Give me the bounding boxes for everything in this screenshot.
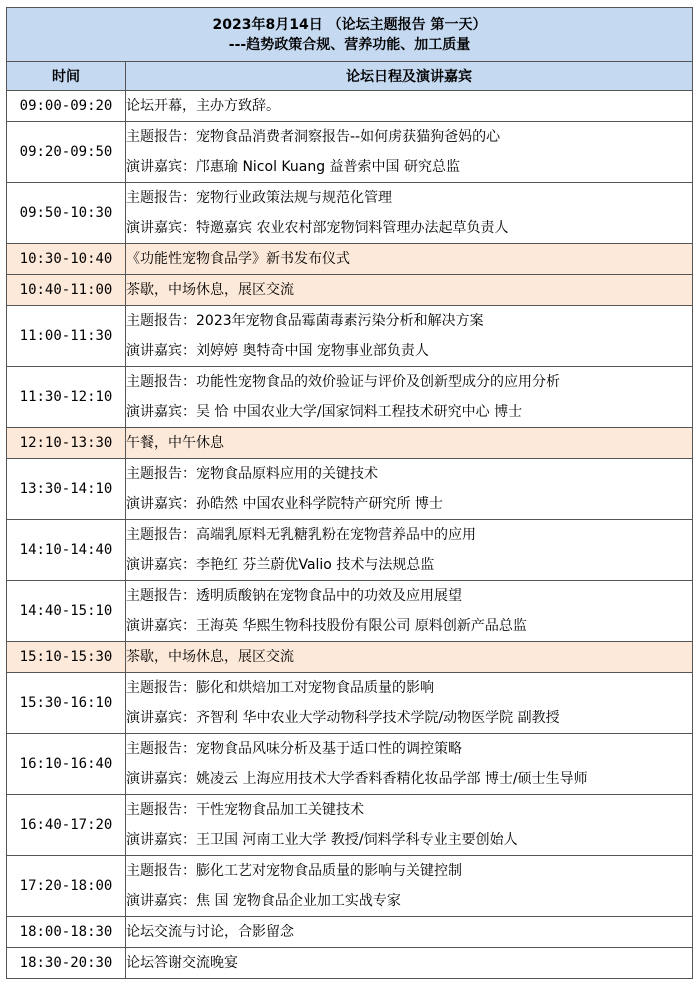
schedule-row — [7, 917, 693, 948]
time-cell: 16:40-17:20 — [7, 795, 126, 856]
agenda-cell — [126, 91, 693, 122]
schedule-title — [7, 8, 693, 62]
title-line-2: ---趋势政策合规、营养功能、加工质量 — [228, 36, 471, 53]
agenda-cell — [126, 856, 693, 917]
agenda-speaker: 演讲嘉宾：焦 国 宠物食品企业加工实战专家 — [126, 893, 401, 909]
schedule-row — [7, 428, 693, 459]
agenda-topic: 主题报告：干性宠物食品加工关键技术 — [126, 802, 364, 818]
schedule-table — [6, 7, 693, 979]
schedule-row — [7, 275, 693, 306]
time-cell: 17:20-18:00 — [7, 856, 126, 917]
agenda-cell — [126, 244, 693, 275]
agenda-column-header: 论坛日程及演讲嘉宾 — [126, 62, 693, 91]
time-column-header: 时间 — [7, 62, 126, 91]
schedule-row — [7, 520, 693, 581]
title-line-1: 2023年8月14日 （论坛主题报告 第一天） — [212, 16, 487, 33]
schedule-row — [7, 734, 693, 795]
agenda-cell — [126, 306, 693, 367]
time-cell: 13:30-14:10 — [7, 459, 126, 520]
time-cell: 09:20-09:50 — [7, 122, 126, 183]
schedule-row — [7, 795, 693, 856]
time-cell: 15:10-15:30 — [7, 642, 126, 673]
time-cell: 16:10-16:40 — [7, 734, 126, 795]
schedule-row — [7, 306, 693, 367]
agenda-cell — [126, 917, 693, 948]
agenda-topic: 茶歇，中场休息，展区交流 — [126, 649, 294, 665]
agenda-topic: 主题报告：2023年宠物食品霉菌毒素污染分析和解决方案 — [126, 313, 484, 329]
time-cell: 18:00-18:30 — [7, 917, 126, 948]
time-cell: 18:30-20:30 — [7, 948, 126, 979]
time-cell: 10:30-10:40 — [7, 244, 126, 275]
agenda-speaker: 演讲嘉宾：姚凌云 上海应用技术大学香料香精化妆品学部 博士/硕士生导师 — [126, 771, 588, 787]
time-cell: 14:10-14:40 — [7, 520, 126, 581]
time-cell: 15:30-16:10 — [7, 673, 126, 734]
time-cell: 11:00-11:30 — [7, 306, 126, 367]
schedule-row — [7, 122, 693, 183]
agenda-topic: 论坛开幕，主办方致辞。 — [126, 98, 280, 114]
agenda-topic: 《功能性宠物食品学》新书发布仪式 — [126, 251, 350, 267]
schedule-row — [7, 459, 693, 520]
agenda-cell — [126, 520, 693, 581]
agenda-speaker: 演讲嘉宾：邝惠瑜 Nicol Kuang 益普索中国 研究总监 — [126, 159, 461, 175]
title-row — [7, 8, 693, 62]
agenda-topic: 茶歇，中场休息，展区交流 — [126, 282, 294, 298]
agenda-topic: 午餐，中午休息 — [126, 435, 224, 451]
schedule-row — [7, 856, 693, 917]
time-cell: 11:30-12:10 — [7, 367, 126, 428]
schedule-row — [7, 673, 693, 734]
agenda-topic: 主题报告：宠物食品消费者洞察报告--如何虏获猫狗爸妈的心 — [126, 129, 501, 145]
agenda-speaker: 演讲嘉宾：齐智利 华中农业大学动物科学技术学院/动物医学院 副教授 — [126, 710, 560, 726]
agenda-topic: 主题报告：宠物食品风味分析及基于适口性的调控策略 — [126, 741, 462, 757]
time-cell: 14:40-15:10 — [7, 581, 126, 642]
time-cell: 12:10-13:30 — [7, 428, 126, 459]
schedule-row — [7, 244, 693, 275]
agenda-cell — [126, 673, 693, 734]
agenda-cell — [126, 122, 693, 183]
agenda-cell — [126, 795, 693, 856]
agenda-topic: 论坛交流与讨论，合影留念 — [126, 924, 294, 940]
agenda-topic: 主题报告：膨化工艺对宠物食品质量的影响与关键控制 — [126, 863, 462, 879]
agenda-speaker: 演讲嘉宾：吴 恰 中国农业大学/国家饲料工程技术研究中心 博士 — [126, 404, 523, 420]
agenda-topic: 论坛答谢交流晚宴 — [126, 955, 238, 971]
agenda-cell — [126, 581, 693, 642]
agenda-cell — [126, 367, 693, 428]
agenda-speaker: 演讲嘉宾：孙皓然 中国农业科学院特产研究所 博士 — [126, 496, 443, 512]
agenda-cell — [126, 275, 693, 306]
schedule-row — [7, 581, 693, 642]
agenda-speaker: 演讲嘉宾：李艳红 芬兰蔚优Valio 技术与法规总监 — [126, 557, 435, 573]
agenda-speaker: 演讲嘉宾：王卫国 河南工业大学 教授/饲料学科专业主要创始人 — [126, 832, 518, 848]
time-cell: 10:40-11:00 — [7, 275, 126, 306]
time-cell: 09:00-09:20 — [7, 91, 126, 122]
agenda-cell — [126, 428, 693, 459]
schedule-row — [7, 948, 693, 979]
agenda-topic: 主题报告：透明质酸钠在宠物食品中的功效及应用展望 — [126, 588, 462, 604]
schedule-row — [7, 183, 693, 244]
schedule-row — [7, 91, 693, 122]
agenda-speaker: 演讲嘉宾：王海英 华熙生物科技股份有限公司 原料创新产品总监 — [126, 618, 527, 634]
time-cell: 09:50-10:30 — [7, 183, 126, 244]
agenda-cell — [126, 642, 693, 673]
agenda-cell — [126, 734, 693, 795]
agenda-topic: 主题报告：膨化和烘焙加工对宠物食品质量的影响 — [126, 680, 434, 696]
agenda-topic: 主题报告：宠物行业政策法规与规范化管理 — [126, 190, 392, 206]
agenda-cell — [126, 459, 693, 520]
schedule-row — [7, 367, 693, 428]
agenda-cell — [126, 183, 693, 244]
agenda-topic: 主题报告：高端乳原料无乳糖乳粉在宠物营养品中的应用 — [126, 527, 476, 543]
agenda-cell — [126, 948, 693, 979]
agenda-topic: 主题报告：宠物食品原料应用的关键技术 — [126, 466, 378, 482]
agenda-topic: 主题报告：功能性宠物食品的效价验证与评价及创新型成分的应用分析 — [126, 374, 560, 390]
agenda-speaker: 演讲嘉宾：特邀嘉宾 农业农村部宠物饲料管理办法起草负责人 — [126, 220, 509, 236]
agenda-speaker: 演讲嘉宾：刘婷婷 奥特奇中国 宠物事业部负责人 — [126, 343, 429, 359]
column-header-row — [7, 62, 693, 91]
schedule-row — [7, 642, 693, 673]
